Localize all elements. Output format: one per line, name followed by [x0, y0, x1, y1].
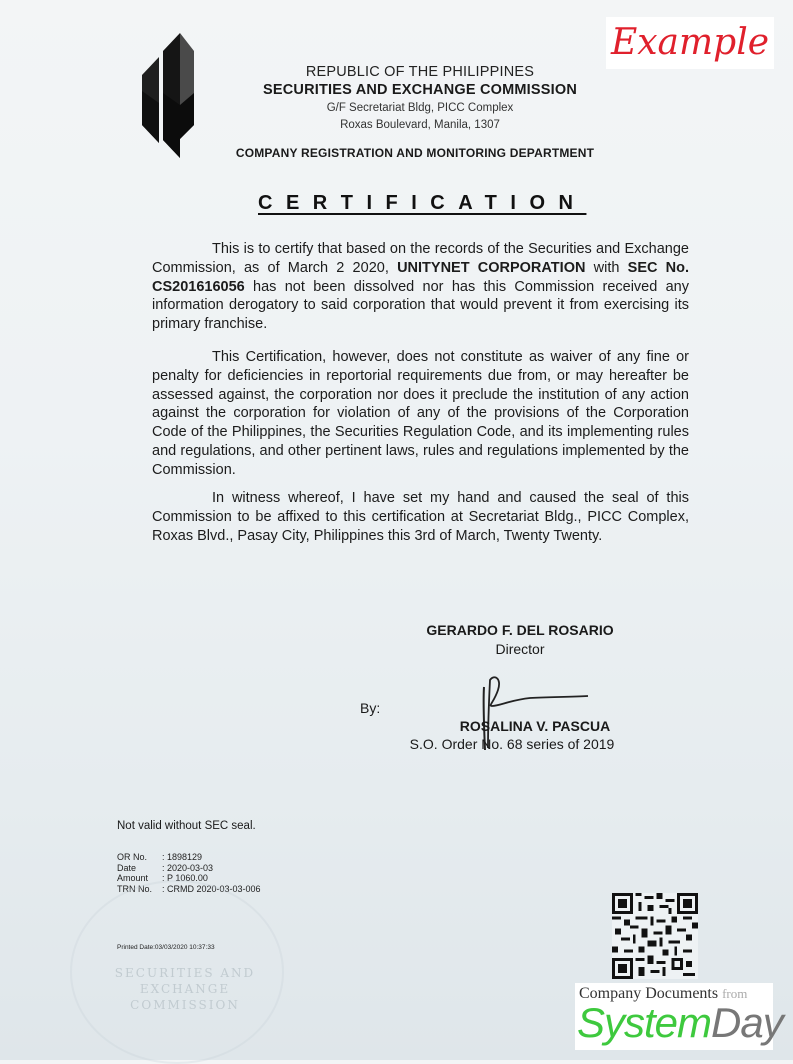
brand-tagline: Company Documents from: [579, 985, 748, 1002]
company-name: UNITYNET CORPORATION: [397, 259, 586, 276]
p1-text-c: has not been dissolved nor has this Commission received any information derogatory to said corporation that would prevent it from exercising its primary franchise.: [152, 278, 689, 333]
delegate-order: S.O. Order No. 68 series of 2019: [409, 736, 615, 752]
signatory-title: Director: [495, 641, 545, 657]
header-address-2: Roxas Boulevard, Manila, 1307: [340, 119, 500, 131]
header-address-1: G/F Secretariat Bldg, PICC Complex: [326, 102, 514, 114]
seal-text: SECURITIES AND EXCHANGE COMMISSION: [114, 966, 256, 1012]
brand-logo: SystemDay: [577, 999, 783, 1046]
p2-text: This Certification, however, does not constitute as waiver of any fine or penalty for deficiencies in reportorial requirements due from, or may hereafter be assessed against, the corporation nor does it preclude the institution of any action against the corporation for violation of any of the provisions of the Corporation Code of the Philippines, the Securities Regulation Code, and its implementing rules and regulations, and other pertinent laws, rules and regulations implemented by the Commission.: [152, 349, 689, 478]
p3-text: In witness whereof, I have set my hand and caused the seal of this Commission to be affixed to this certification at Secretariat Bldg., PICC Complex, Roxas Blvd., Pasay City, Philippines this 3rd of March, Twenty Twenty.: [152, 490, 689, 544]
detail-row-amount: Amount : P 1060.00: [117, 873, 208, 883]
sec-logo-icon: [142, 33, 194, 158]
p1-text-a: This is to certify that based on the records of the Securities and Exchange Commission, as of March 2 2020,: [152, 241, 689, 276]
not-valid-notice: Not valid without SEC seal.: [117, 820, 256, 832]
sec-number: SEC No. CS201616056: [152, 259, 690, 295]
signatory-name: GERARDO F. DEL ROSARIO: [426, 622, 614, 638]
detail-row-trn: TRN No. : CRMD 2020-03-03-006: [117, 883, 261, 894]
p1-text-b: with: [585, 259, 628, 276]
detail-row-date: Date : 2020-03-03: [117, 862, 214, 873]
header-republic: REPUBLIC OF THE PHILIPPINES: [305, 64, 535, 80]
printed-date: Printed Date:03/03/2020 10:37:33: [117, 944, 215, 951]
department-name: COMPANY REGISTRATION AND MONITORING DEPARTMENT: [235, 146, 595, 160]
paragraph-waiver: [152, 348, 689, 480]
example-watermark: [606, 17, 774, 69]
delegate-name: ROSALINA V. PASCUA: [459, 718, 611, 734]
systemday-brand-badge: [575, 983, 783, 1050]
by-label: By:: [360, 700, 381, 716]
qr-code-icon: [612, 893, 698, 979]
document-title: CERTIFICATION: [258, 192, 587, 214]
detail-row-or: OR No. : 1898129: [117, 852, 203, 862]
paragraph-certify: [152, 240, 689, 334]
header-commission: SECURITIES AND EXCHANGE COMMISSION: [262, 82, 577, 98]
example-label: Example: [610, 22, 770, 63]
paragraph-witness: [152, 489, 689, 545]
